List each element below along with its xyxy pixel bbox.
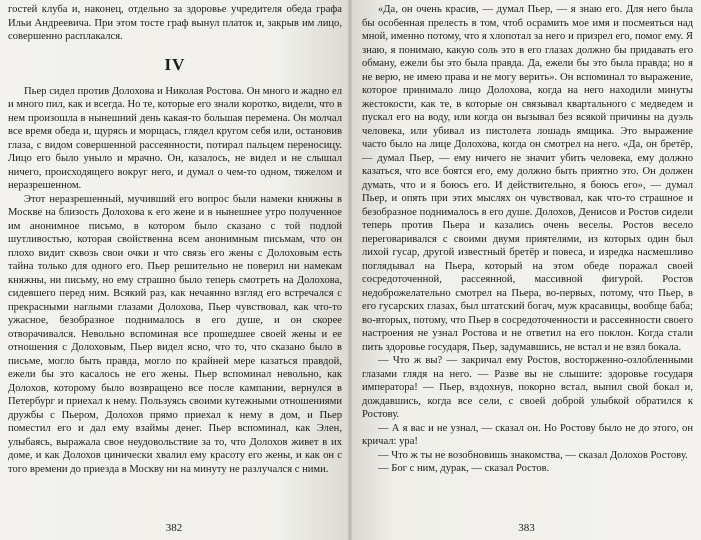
right-page-text bbox=[362, 3, 693, 476]
left-page bbox=[0, 0, 348, 540]
chapter-heading: IV bbox=[164, 54, 186, 74]
right-paragraph-4: — Что ж ты не возобновишь знакомства, — сказал Долохов Ростову. bbox=[378, 449, 688, 461]
left-top-text: гостей клуба и, наконец, отдельно за здоровье учредителя обеда графа Ильи Андреевича. При этом тосте граф вынул платок и, закрыв им лицо, совершенно расплакался. bbox=[8, 4, 342, 42]
right-paragraph-3: — А я вас и не узнал, — сказал он. Но Ростову было не до этого, он кричал: ура! bbox=[362, 422, 693, 447]
right-page-number: 383 bbox=[518, 522, 535, 534]
right-paragraph-5: — Бог с ним, дурак, — сказал Ростов. bbox=[378, 463, 550, 474]
left-paragraph-1: Пьер сидел против Долохова и Николая Ростова. Он много и жадно ел и много пил, как и всегда. Но те, которые его знали коротко, видели, что в нем произошла в нынешний день какая-то большая перемена. Он молчал все время обеда и, щурясь и морщась, глядел кругом себя или, остановив глаза, с видом совершенной рассеянности, потирал пальцем переносицу. Лицо его было уныло и мрачно. Он, казалось, не видел и не слышал ничего, происходящего вокруг него, и думал о чем-то одном, тяжелом и неразрешенном. bbox=[8, 85, 342, 191]
left-page-text bbox=[8, 3, 342, 476]
right-page bbox=[352, 0, 701, 540]
left-paragraph-2: Этот неразрешенный, мучивший его вопрос были намеки княжны в Москве на близость Долохова к его жене и в нынешнее утро полученное им анонимное письмо, в котором было сказано с той подлой шутливостью, которая свойственна всем анонимным письмам, что он плохо видит сквозь свои очки и что связь его жены с Долоховым есть тайна только для одного его. Пьер решительно не поверил ни намекам княжны, ни письму, но ему страшно было теперь смотреть на Долохова, сидевшего перед ним. Всякий раз, как нечаянно взгляд его встречался с прекрасными наглыми глазами Долохова, Пьер чувствовал, как что-то ужасное, безобразное поднималось в его душе, и он скорее отворачивался. Невольно вспоминая все прошедшее своей жены и ее отношения с Долоховым, Пьер видел ясно, что то, что сказано было в письме, могло быть правда, могло по крайней мере казаться правдой, ежели бы это касалось не его жены. Пьер вспоминал невольно, как Долохов, которому было возвращено все после кампании, вернулся в Петербург и приехал к нему. Пользуясь своими кутежными отношениями дружбы с Пьером, Долохов прямо приехал к нему в дом, и Пьер поместил его и дал ему взаймы денег. Пьер вспоминал, как Элен, улыбаясь, выражала свое неудовольствие за то, что Долохов живет в их доме, и как Долохов цинически хвалил ему красоту его жены, и как он с того времени до приезда в Москву ни на минуту не разлучался с ними. bbox=[8, 193, 342, 475]
right-paragraph-1: «Да, он очень красив, — думал Пьер, — я знаю его. Для него была бы особенная прелесть в том, чтоб осрамить мое имя и посмеяться над мной, именно потому, что я хлопотал за него и призрел его, помог ему. Я знаю, я понимаю, какую соль это в его глазах должно бы придавать его обману, ежели бы это была правда. Да, ежели бы это была правда; но я не верю, не имею права и не могу верить». Он вспоминал то выражение, которое принимало лицо Долохова, когда на него находили минуты жестокости, как те, в которые он связывал квартального с медведем и пускал его на воду, или когда он вызывал без всякой причины на дуэль человека, или убивал из пистолета лошадь ямщика. Это выражение часто было на лице Долохова, когда он смотрел на него. «Да, он бретёр, — думал Пьер, — ему ничего не значит убить человека, ему должно казаться, что все боятся его, ему должно быть приятно это. Он должен думать, что и я боюсь его. И действительно, я боюсь его», — думал Пьер, и опять при этих мыслях он чувствовал, как что-то страшное и безобразное поднималось в его душе. Долохов, Денисов и Ростов сидели теперь против Пьера и казались очень веселы. Ростов весело переговаривался с своими двумя приятелями, из которых один был лихой гусар, другой известный бретёр и повеса, и изредка насмешливо поглядывал на Пьера, который на этом обеде поражал своей сосредоточенной, рассеянной, массивной фигурой. Ростов недоброжелательно смотрел на Пьера, во-первых, потому, что Пьер, в его гусарских глазах, был штатский богач, муж красавицы, вообще баба; во-вторых, потому, что Пьер в сосредоточенности и рассеянности своего настроения не узнал Ростова и не ответил на его поклон. Когда стали пить здоровье государя, Пьер, задумавшись, не встал и не взял бокала. bbox=[362, 4, 693, 353]
right-paragraph-2: — Что ж вы? — закричал ему Ростов, восторженно-озлобленными глазами глядя на него. — Разве вы не слышите: здоровье государя императора! — Пьер, вздохнув, покорно встал, выпил свой бокал и, дождавшись, когда все сели, с своей доброй улыбкой обратился к Ростову. bbox=[362, 355, 693, 420]
left-page-number: 382 bbox=[165, 522, 183, 534]
